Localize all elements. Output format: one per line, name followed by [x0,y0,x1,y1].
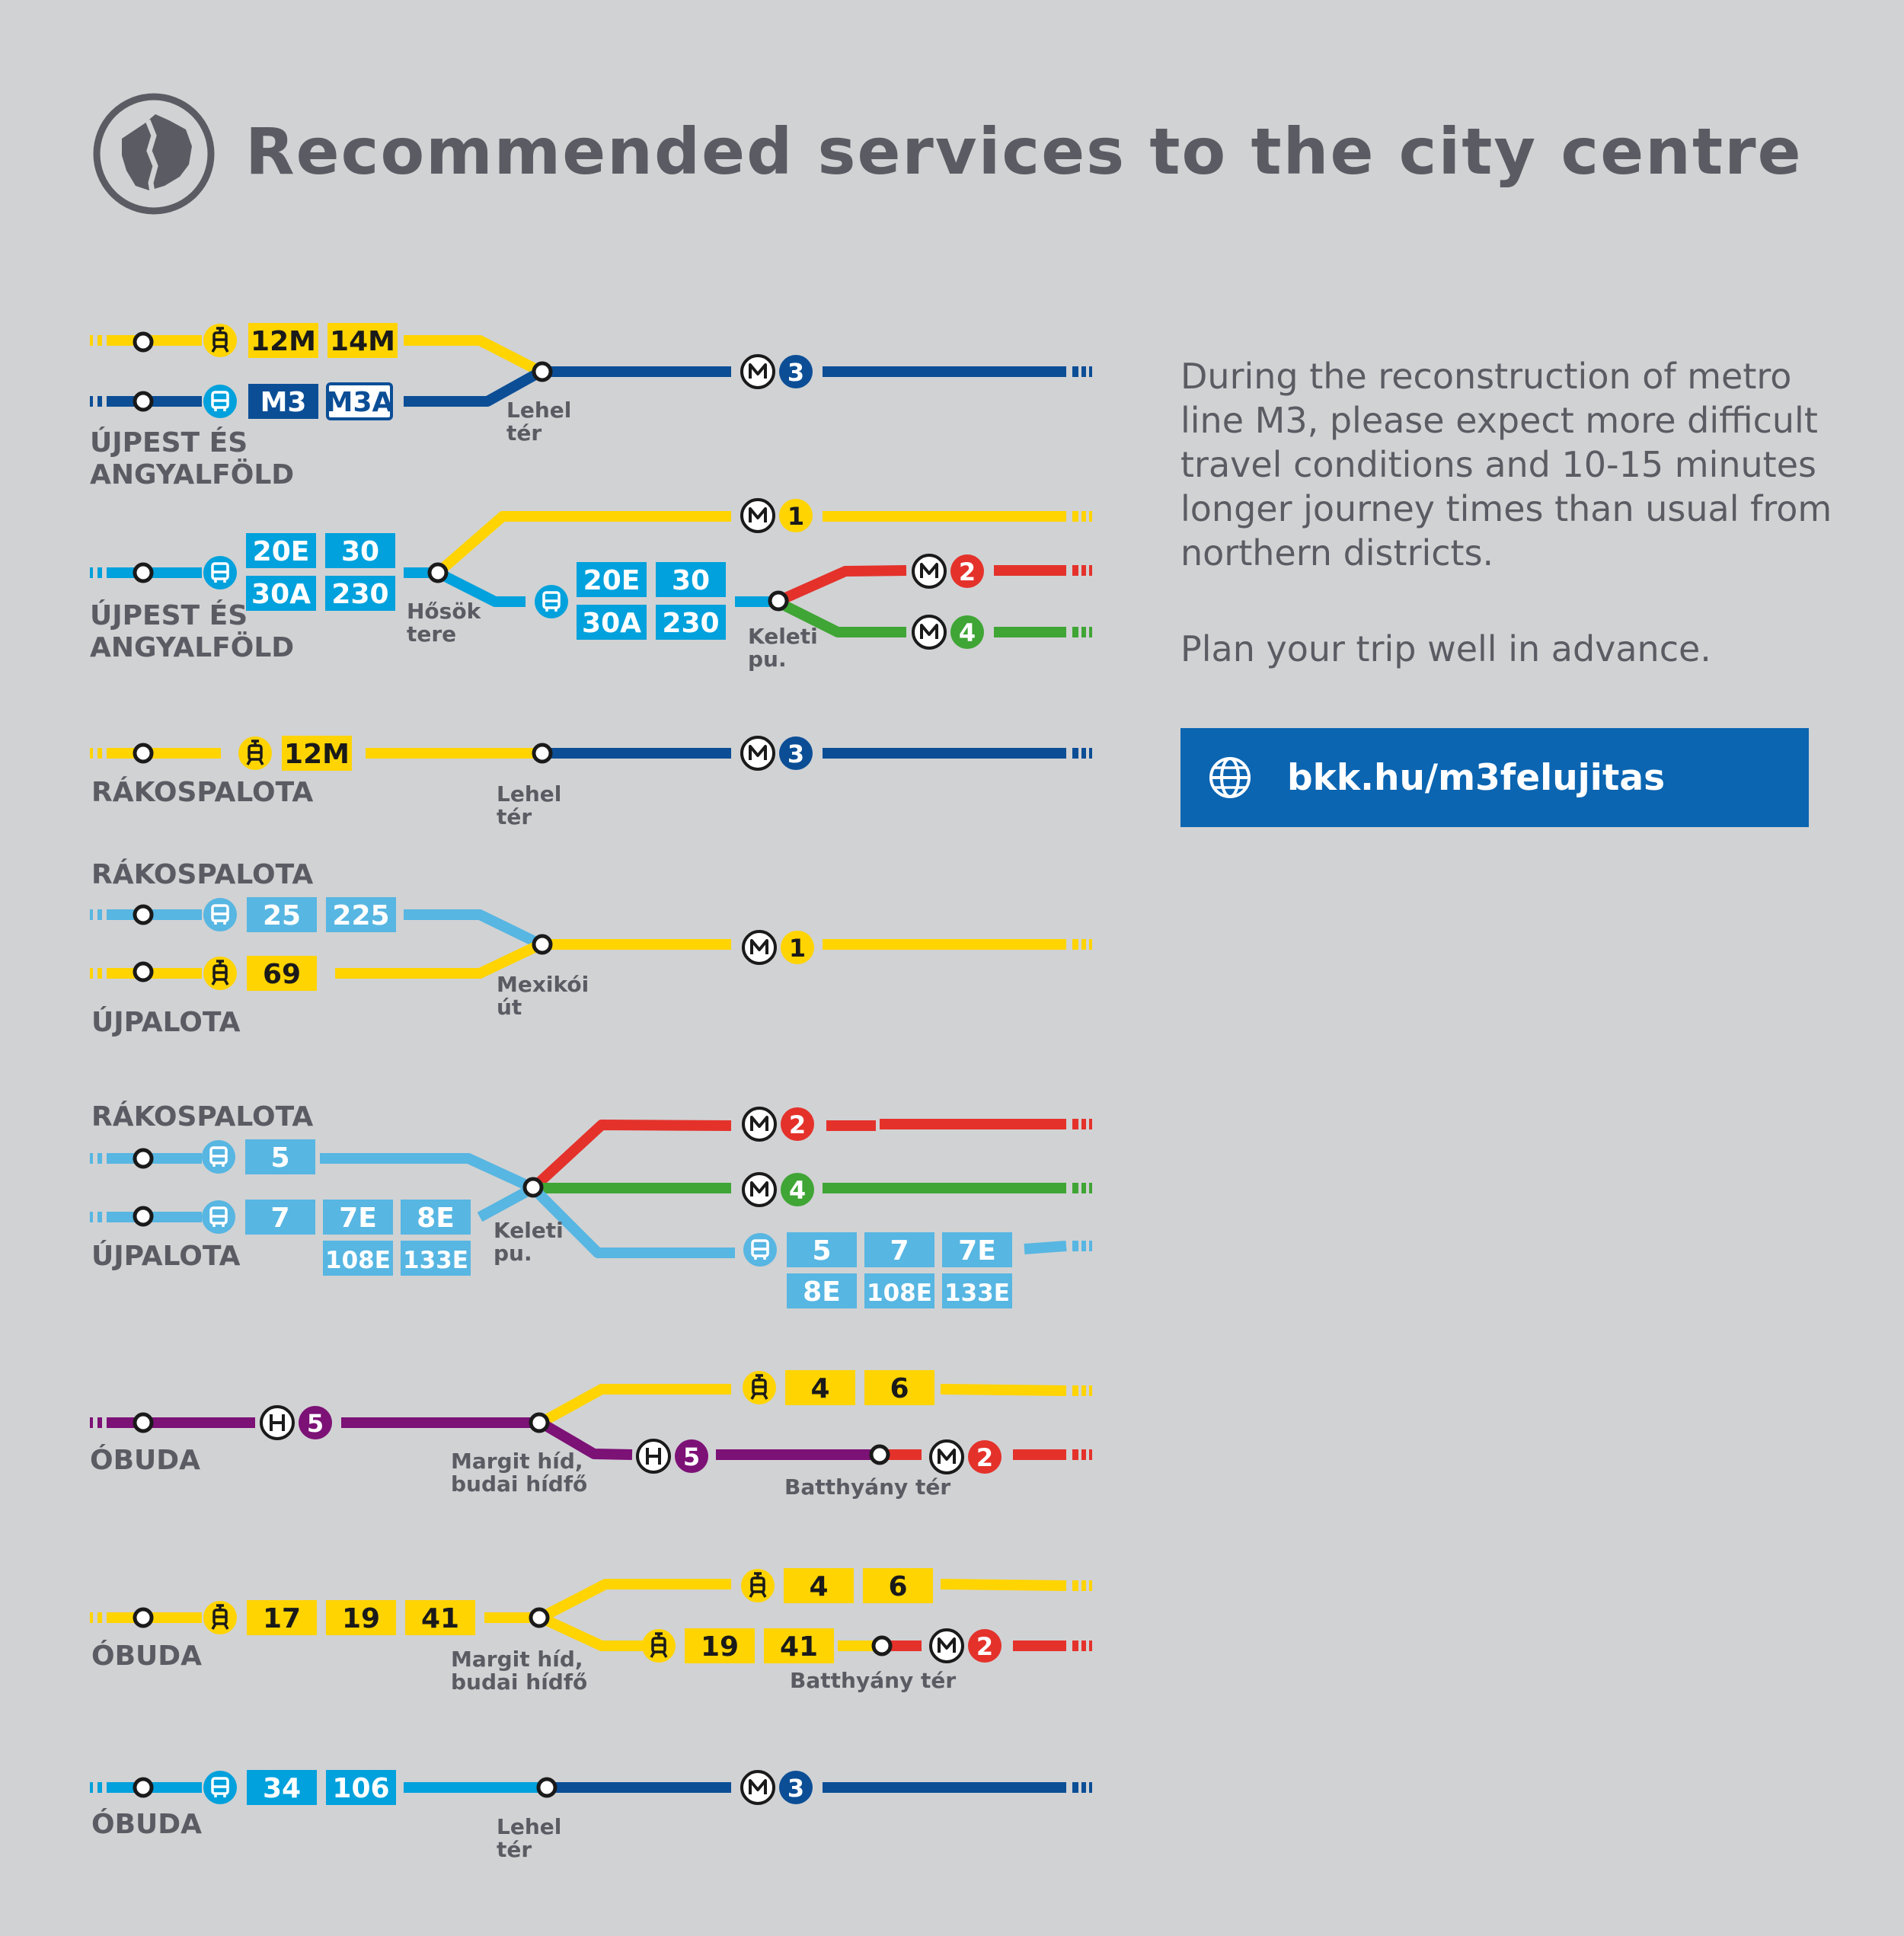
service-badge-label: 14M [330,326,395,357]
stop-circle [135,906,152,923]
line-continuation-mark [90,1212,93,1222]
service-badge [685,1628,755,1663]
origin-label: ANGYALFÖLD [90,632,295,663]
service-badge-label: 69 [262,959,302,990]
line-continuation-mark [97,396,102,407]
line-segment [541,1618,644,1646]
stop-name-label: út [497,995,522,1020]
service-badge [326,897,396,932]
stop-circle [531,1609,548,1626]
origin-label: RÁKOSPALOTA [91,859,314,890]
line-number-label: 1 [788,934,807,963]
line-continuation-mark [1081,748,1086,759]
service-badge [405,1600,475,1635]
service-badge-label: 30A [251,579,311,610]
line-continuation-mark [97,1212,102,1222]
service-badge-label: 8E [803,1276,841,1308]
service-badge-label: 5 [270,1142,290,1174]
service-badge [245,1200,315,1235]
service-badge-label: 108E [325,1247,391,1274]
stop-name-label: Batthyány tér [784,1474,951,1500]
line-number-label: 5 [682,1442,701,1471]
line-segment [533,1125,731,1188]
service-badge [864,1232,934,1267]
stop-name-label: Keleti [494,1218,564,1243]
service-badge-label: 19 [341,1603,381,1634]
service-badge [325,533,395,568]
line-continuation-mark [1072,1782,1078,1793]
stop-circle [135,1208,152,1225]
stop-name-label: tere [407,621,457,647]
service-badge-label: 30 [671,565,711,596]
service-badge [785,1370,855,1405]
service-badge-label: 12M [251,326,316,357]
website-link-text[interactable]: bkk.hu/m3felujitas [1287,756,1666,799]
service-badge [248,323,318,358]
line-continuation-mark [97,748,102,759]
stop-name-label: Keleti [748,624,818,649]
stop-name-label: Lehel [497,781,562,807]
origin-label: ÓBUDA [91,1640,203,1672]
line-number-label: 4 [958,618,976,647]
service-badge [942,1273,1012,1308]
service-badge [787,1273,857,1308]
info-paragraph: During the reconstruction of metro line M3, please expect more difficult travel conditions and 10-15 minutes longer journey times than usual from northern districts. [1180,356,1832,573]
stop-name-label: tér [497,1837,532,1862]
globe-icon [1207,755,1253,800]
service-badge-label: 8E [417,1203,455,1234]
line-continuation-mark [1089,1580,1092,1591]
line-number-label: 2 [976,1443,994,1472]
line-continuation-mark [97,1782,102,1793]
line-continuation-mark [97,567,102,578]
line-segment [1024,1246,1066,1249]
line-continuation-mark [1072,1183,1078,1193]
line-segment [320,1158,533,1188]
service-badge [247,897,317,932]
stop-name-label: budai hídfő [451,1471,588,1497]
stop-circle [135,963,152,980]
service-badge-label: M3A [325,387,394,418]
line-number-label: 5 [306,1409,324,1438]
service-badge [942,1232,1012,1267]
service-badge-label: 30 [340,536,380,567]
service-badge-label: 25 [262,900,302,931]
line-continuation-mark [90,1417,93,1428]
line-continuation-mark [1072,1119,1078,1129]
line-continuation-mark [1089,1241,1092,1251]
service-badge [327,323,398,358]
line-continuation-mark [1089,565,1092,576]
line-continuation-mark [1072,565,1078,576]
line-continuation-mark [1072,1580,1078,1591]
line-segment [404,915,541,944]
line-continuation-mark [90,968,93,979]
line-continuation-mark [1081,366,1086,377]
service-badge-label: M3 [260,387,307,418]
service-badge [863,1568,933,1603]
service-badge-label: 230 [662,608,720,639]
service-badge-label: 6 [888,1571,908,1602]
stop-circle [770,593,787,609]
service-badge-label: 34 [262,1773,302,1804]
service-badge-label: 7 [270,1203,290,1234]
line-continuation-mark [1089,748,1092,759]
line-continuation-mark [1081,627,1086,637]
service-badge [323,1200,393,1235]
line-continuation-mark [1072,366,1078,377]
service-badge-label: 30A [582,608,641,639]
line-continuation-mark [97,335,102,346]
line-continuation-mark [1072,1640,1078,1651]
line-continuation-mark [1081,1580,1086,1591]
line-continuation-mark [1072,1241,1078,1251]
line-continuation-mark [1081,939,1086,950]
service-badge-label: 108E [867,1279,932,1307]
line-continuation-mark [1089,366,1092,377]
service-badge-label: 12M [284,739,350,770]
line-continuation-mark [1089,1782,1092,1793]
service-badge-label: 7E [339,1203,377,1234]
line-continuation-mark [90,396,93,407]
service-badge-label: 41 [779,1631,819,1663]
service-badge-label: 17 [262,1603,302,1634]
service-badge [247,1600,317,1635]
line-number-label: 3 [787,358,805,387]
service-badge [656,605,726,640]
stop-circle [534,745,551,762]
stop-circle [135,1414,152,1431]
line-continuation-mark [1089,1119,1092,1129]
service-badge [247,1770,317,1805]
service-badge [326,1770,396,1805]
website-link-button[interactable] [1180,728,1809,827]
line-segment [941,1584,1066,1586]
service-badge [784,1568,854,1603]
service-badge [401,1200,471,1235]
service-badge-label: 133E [944,1279,1010,1307]
line-number-label: 4 [788,1176,807,1205]
origin-label: RÁKOSPALOTA [91,777,314,808]
service-badge-label: 106 [332,1773,390,1804]
line-number-label: 2 [788,1110,807,1139]
line-continuation-mark [1081,511,1086,522]
line-continuation-mark [97,1417,102,1428]
service-badge-label: 225 [332,900,390,931]
service-badge [864,1273,934,1308]
stop-name-label: Margit híd, [451,1449,583,1474]
service-badge [656,562,726,597]
line-continuation-mark [97,1612,102,1623]
line-segment [777,570,906,602]
origin-label: ÚJPEST ÉS [90,427,248,458]
line-segment [541,1389,731,1423]
service-badge-label: 6 [890,1373,909,1404]
stop-circle [135,1150,152,1167]
origin-label: ÚJPALOTA [91,1241,241,1272]
page-title: Recommended services to the city centre [245,114,1803,189]
stop-circle [135,334,152,350]
line-segment [941,1389,1066,1391]
stop-circle [135,1779,152,1796]
line-segment [335,944,541,973]
stop-name-label: Hősök [407,599,481,624]
service-badge [401,1241,471,1276]
line-continuation-mark [1089,511,1092,522]
line-continuation-mark [1072,1449,1078,1460]
service-badge [864,1370,934,1405]
line-segment [438,573,526,602]
line-continuation-mark [90,335,93,346]
stop-circle [525,1179,541,1196]
line-continuation-mark [1081,565,1086,576]
line-segment [541,1584,731,1618]
service-badge [787,1232,857,1267]
line-continuation-mark [1089,627,1092,637]
origin-label: ANGYALFÖLD [90,459,295,490]
origin-label: ÓBUDA [90,1445,201,1476]
service-badge-label: 5 [812,1235,832,1267]
line-continuation-mark [97,909,102,920]
stop-circle [135,1609,152,1626]
line-continuation-mark [1081,1119,1086,1129]
service-badge [247,956,317,991]
stop-circle [871,1446,888,1463]
stop-circle [534,936,551,953]
service-badge [577,562,647,597]
line-number-label: 1 [787,502,805,531]
line-segment [404,340,541,372]
service-badge-label: 7 [890,1235,909,1267]
service-badge-label: 20E [252,536,310,567]
line-continuation-mark [1081,1385,1086,1396]
stop-name-label: budai hídfő [451,1669,588,1695]
line-continuation-mark [1081,1183,1086,1193]
stop-name-label: pu. [748,647,787,672]
line-continuation-mark [90,1153,93,1164]
stop-name-label: Batthyány tér [790,1668,957,1693]
service-badge [246,533,316,568]
service-badge [326,1600,396,1635]
origin-label: ÓBUDA [91,1809,203,1840]
line-continuation-mark [90,909,93,920]
line-number-label: 2 [976,1632,994,1661]
line-continuation-mark [97,968,102,979]
line-continuation-mark [1072,939,1078,950]
line-continuation-mark [97,1153,102,1164]
line-continuation-mark [1072,511,1078,522]
service-badge-label: 7E [958,1235,996,1267]
line-continuation-mark [1072,1385,1078,1396]
line-continuation-mark [90,1782,93,1793]
service-badge [323,1241,393,1276]
service-badge-label: 19 [700,1631,740,1663]
service-badge [325,576,395,611]
stop-circle [538,1779,555,1796]
stop-circle [135,393,152,410]
service-badge [246,576,316,611]
origin-label: RÁKOSPALOTA [91,1101,314,1133]
line-continuation-mark [1089,1183,1092,1193]
service-badge-label: 230 [331,579,389,610]
service-badge [245,1139,315,1174]
service-badge [282,736,352,771]
line-continuation-mark [90,1612,93,1623]
stop-name-label: pu. [494,1241,532,1266]
stop-name-label: tér [506,420,542,446]
line-continuation-mark [1089,939,1092,950]
line-continuation-mark [90,567,93,578]
service-badge [326,384,394,419]
service-badge [577,605,647,640]
plan-text: Plan your trip well in advance. [1180,628,1711,669]
line-continuation-mark [1081,1782,1086,1793]
line-continuation-mark [1081,1241,1086,1251]
line-continuation-mark [1072,627,1078,637]
service-badge-label: 4 [810,1373,830,1404]
stop-name-label: Lehel [506,398,572,423]
service-badge-label: 20E [583,565,641,596]
service-badge [764,1628,834,1663]
stop-name-label: Lehel [497,1814,562,1839]
line-continuation-mark [1081,1449,1086,1460]
stop-circle [135,564,152,581]
stop-circle [531,1414,548,1431]
line-number-label: 3 [787,1774,805,1803]
stop-name-label: tér [497,804,532,829]
line-continuation-mark [1089,1640,1092,1651]
stop-circle [874,1637,890,1654]
line-continuation-mark [1089,1385,1092,1396]
line-continuation-mark [1072,748,1078,759]
service-badge [248,384,318,419]
line-continuation-mark [1089,1449,1092,1460]
stop-name-label: Margit híd, [451,1647,583,1672]
service-badge-label: 41 [420,1603,460,1634]
origin-label: ÚJPEST ÉS [90,600,248,631]
stop-circle [534,363,551,380]
service-badge-label: 133E [403,1247,468,1274]
line-continuation-mark [1081,1640,1086,1651]
line-number-label: 2 [958,557,976,586]
origin-label: ÚJPALOTA [91,1007,241,1038]
service-badge-label: 4 [809,1571,829,1602]
stop-circle [430,564,446,581]
stop-circle [135,745,152,762]
line-number-label: 3 [787,740,805,768]
stop-name-label: Mexikói [497,972,589,997]
line-continuation-mark [90,748,93,759]
